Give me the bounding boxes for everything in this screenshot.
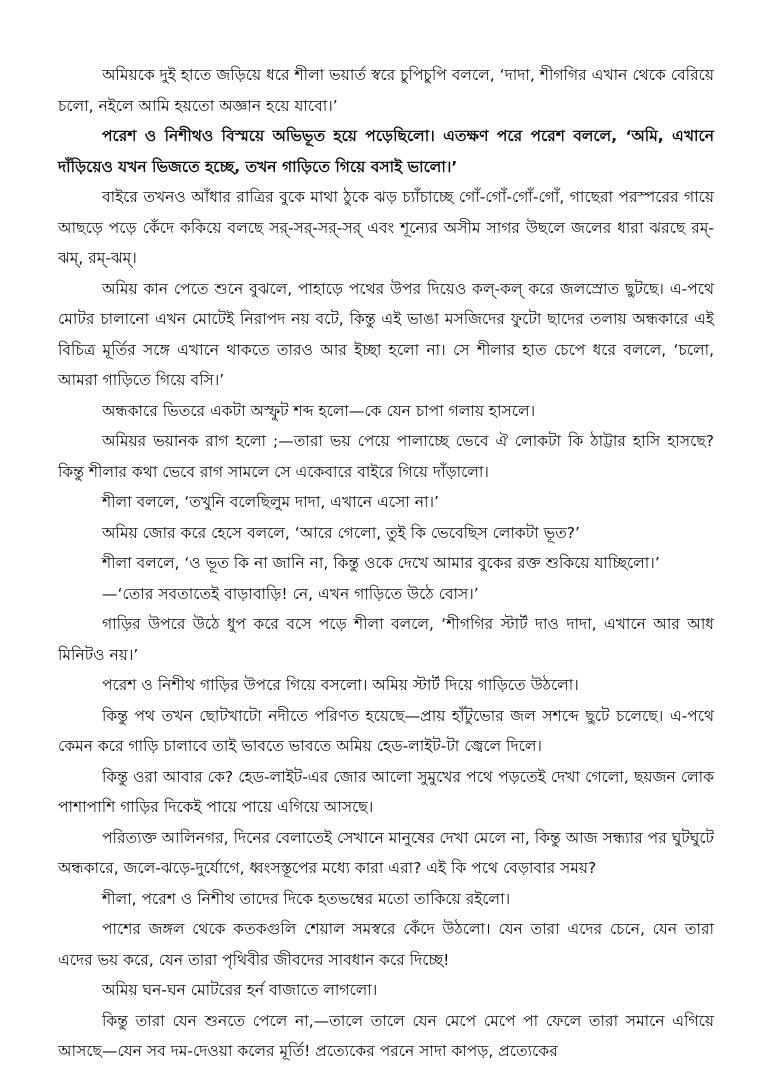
paragraph-5: অন্ধকারে ভিতরে একটা অস্ফুট শব্দ হলো—কে যেন চাপা গলায় হাসলে। xyxy=(102,401,536,420)
paragraph-16: শীলা, পরেশ ও নিশীথ তাদের দিকে হতভম্বের মতো তাকিয়ে রইলো। xyxy=(102,889,511,908)
paragraph-15: পরিত্যক্ত আলিনগর, দিনের বেলাতেই সেখানে মানুষের দেখা মেলে না, কিন্তু আজ সন্ধ্যার পর ঘুটঘুটে অন্ধকারে, জলে-ঝড়ে-দুর্যোগে, ধ্বংসস্তূপের মধ্যে কারা এরা? এই কি পথে বেড়াবার সময়? xyxy=(58,828,714,877)
paragraph-14: কিন্তু ওরা আবার কে? হেড-লাইট-এর জোর আলো সুমুখের পথে পড়তেই দেখা গেলো, ছয়জন লোক পাশাপাশি গাড়ির দিকেই পায়ে পায়ে এগিয়ে আসছে। xyxy=(58,767,714,816)
paragraph-7: শীলা বললে, ‘তখুনি বলেছিলুম দাদা, এখানে এসো না।’ xyxy=(102,493,439,511)
paragraph-2: পরেশ ও নিশীথও বিস্ময়ে অভিভূত হয়ে পড়েছিলো। এতক্ষণ পরে পরেশ বললে, ‘অমি, এখানে দাঁড়িয়েও যখন ভিজতে হচ্ছে, তখন গাড়িতে গিয়ে বসাই ভালো।’ xyxy=(58,127,714,176)
paragraph-11: গাড়ির উপরে উঠে ধুপ করে বসে পড়ে শীলা বললে, ‘শীগগির স্টার্ট দাও দাদা, এখানে আর আধ মিনিটও নয়।’ xyxy=(58,615,714,664)
paragraph-18: অমিয় ঘন-ঘন মোটরের হর্ন বাজাতে লাগলো। xyxy=(102,981,378,999)
paragraph-8: অমিয় জোর করে হেসে বললে, ‘আরে গেলো, তুই কি ভেবেছিস লোকটা ভূত?’ xyxy=(102,523,580,542)
paragraph-12: পরেশ ও নিশীথ গাড়ির উপরে গিয়ে বসলো। অমিয় স্টার্ট দিয়ে গাড়িতে উঠলো। xyxy=(102,676,579,694)
book-page-body xyxy=(58,60,714,1067)
paragraph-6: অমিয়র ভয়ানক রাগ হলো ;—তারা ভয় পেয়ে পালাচ্ছে ভেবে ঐ লোকটা কি ঠাট্টার হাসি হাসছে? কিন্তু শীলার কথা ভেবে রাগ সামলে সে একেবারে বাইরে গিয়ে দাঁড়ালো। xyxy=(58,432,714,481)
paragraph-3: বাইরে তখনও আঁধার রাত্রির বুকে মাথা ঠুকে ঝড় চ্যাঁচাচ্ছে গোঁ-গোঁ-গোঁ-গোঁ, গাছেরা পরস্পরের গায়ে আছড়ে পড়ে কেঁদে ককিয়ে বলছে সর্-সর্-সর্-সর্ এবং শূন্যের অসীম সাগর উছলে জলের ধারা ঝরছে রম্-ঝম্, রম্-ঝম্। xyxy=(58,188,714,267)
paragraph-9: শীলা বললে, ‘ও ভূত কি না জানি না, কিন্তু ওকে দেখে আমার বুকের রক্ত শুকিয়ে যাচ্ছিলো।’ xyxy=(102,554,660,572)
paragraph-1: অমিয়কে দুই হাতে জড়িয়ে ধরে শীলা ভয়ার্ত স্বরে চুপিচুপি বললে, ‘দাদা, শীগগির এখান থেকে বেরিয়ে চলো, নইলে আমি হয়তো অজ্ঞান হয়ে যাবো।’ xyxy=(58,66,714,115)
paragraph-4: অমিয় কান পেতে শুনে বুঝলে, পাহাড়ে পথের উপর দিয়েও কল্-কল্ করে জলস্রোত ছুটছে। এ-পথে মোটর চালানো এখন মোটেই নিরাপদ নয় বটে, কিন্তু এই ভাঙা মসজিদের ফুটো ছাদের তলায় অন্ধকারে এই বিচিত্র মূর্তির সঙ্গে এখানে থাকতে তারও আর ইচ্ছা হলো না। সে শীলার হাত চেপে ধরে বললে, ‘চলো, আমরা গাড়িতে গিয়ে বসি।’ xyxy=(58,279,714,389)
paragraph-10: —‘তোর সবতাতেই বাড়াবাড়ি! নে, এখন গাড়িতে উঠে বোস।’ xyxy=(102,584,479,603)
paragraph-19: কিন্তু তারা যেন শুনতে পেলে না,—তালে তালে যেন মেপে মেপে পা ফেলে তারা সমানে এগিয়ে আসছে—যেন সব দম-দেওয়া কলের মূর্তি! প্রত্যেকের পরনে সাদা কাপড়, প্রত্যেকের xyxy=(58,1011,714,1060)
paragraph-17: পাশের জঙ্গল থেকে কতকগুলি শেয়াল সমস্বরে কেঁদে উঠলো। যেন তারা এদের চেনে, যেন তারা এদের ভয় করে, যেন তারা পৃথিবীর জীবদের সাবধান করে দিচ্ছে! xyxy=(58,920,714,969)
paragraph-13: কিন্তু পথ তখন ছোটখাটো নদীতে পরিণত হয়েছে—প্রায় হাঁটুভোর জল সশব্দে ছুটে চলেছে। এ-পথে কেমন করে গাড়ি চালাবে তাই ভাবতে ভাবতে অমিয় হেড-লাইট-টা জ্বেলে দিলে। xyxy=(58,706,714,755)
